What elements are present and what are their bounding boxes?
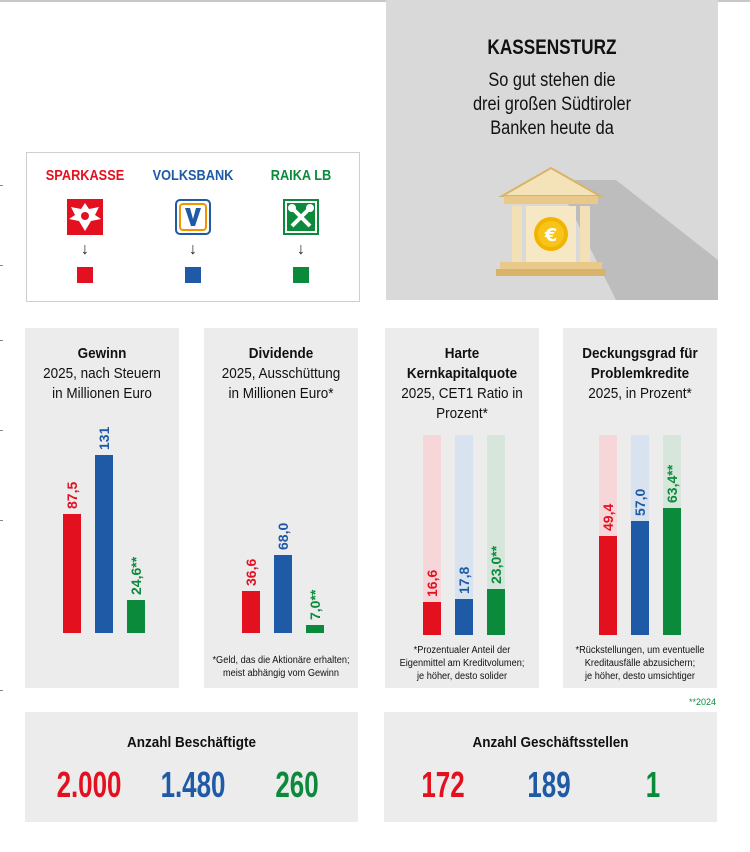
edge-tick: [0, 520, 3, 521]
chart-note: Eigenmittel am Kreditvolumen;: [399, 658, 525, 669]
chart-note: meist abhängig vom Gewinn: [222, 668, 340, 679]
legend-label-sparkasse: SPARKASSE: [45, 167, 125, 184]
chart-note: Kreditausfälle abzusichern;: [584, 658, 696, 669]
data-label-volksbank-deckungsgrad: 57,0: [632, 488, 648, 516]
stats-beschaeftigte: [25, 712, 358, 822]
hero-line-1: So gut stehen die: [488, 70, 616, 91]
data-label-sparkasse-gewinn: 87,5: [64, 482, 80, 510]
bar-volksbank-kernkapital: [455, 599, 473, 635]
chart-gewinn: [25, 328, 179, 688]
stat-value-volksbank: 189: [527, 764, 571, 805]
chart-title: Problemkredite: [590, 365, 690, 382]
bar-raika-kernkapital: [487, 589, 505, 635]
data-label-volksbank-kernkapital: 17,8: [456, 567, 472, 595]
data-label-raika-gewinn: 24,6**: [128, 556, 144, 595]
chart-note: je höher, desto solider: [416, 671, 508, 682]
stats-title: Anzahl Geschäftsstellen: [472, 734, 629, 751]
edge-tick: [0, 690, 3, 691]
legend-swatch-green: [293, 267, 309, 283]
bar-volksbank-dividende: [274, 555, 292, 633]
bank-euro-icon: [496, 166, 606, 278]
bar-sparkasse-deckungsgrad: [599, 536, 617, 635]
chart-subtitle: in Millionen Euro*: [228, 385, 334, 402]
hero-line-2: drei großen Südtiroler: [472, 94, 632, 115]
legend-label-volksbank: VOLKSBANK: [152, 167, 234, 184]
bar-volksbank-gewinn: [95, 455, 113, 633]
chart-subtitle: Prozent*: [436, 405, 488, 422]
bar-raika-dividende: [306, 625, 324, 633]
chart-deckungsgrad: [563, 328, 717, 688]
edge-tick: [0, 430, 3, 431]
chart-title: Kernkapitalquote: [406, 365, 518, 382]
crossed-keys-icon: [283, 199, 319, 235]
chart-note: *Prozentualer Anteil der: [413, 645, 511, 656]
bar-volksbank-deckungsgrad: [631, 521, 649, 635]
arrow-down-icon: ↓: [297, 241, 305, 258]
data-label-volksbank-dividende: 68,0: [275, 522, 291, 550]
chart-note: *Geld, das die Aktionäre erhalten;: [212, 655, 350, 666]
data-label-raika-kernkapital: 23,0**: [488, 545, 504, 584]
stat-value-raika: 260: [275, 764, 319, 805]
bar-raika-gewinn: [127, 600, 145, 633]
edge-tick: [0, 265, 3, 266]
edge-tick: [0, 185, 3, 186]
hero-line-3: Banken heute da: [490, 118, 614, 139]
legend-swatch-red: [77, 267, 93, 283]
arrow-down-icon: ↓: [189, 241, 197, 258]
chart-subtitle: 2025, nach Steuern: [43, 365, 161, 382]
arrow-down-icon: ↓: [81, 241, 89, 258]
footnote-2024: **2024: [688, 697, 716, 707]
chart-subtitle: in Millionen Euro: [52, 385, 152, 402]
chart-kernkapital: [385, 328, 539, 688]
chart-subtitle: 2025, in Prozent*: [588, 385, 692, 402]
stat-value-raika: 1: [645, 764, 661, 805]
chart-title: Deckungsgrad für: [582, 345, 698, 362]
bank-legend: [26, 152, 360, 302]
chart-title: Harte: [444, 345, 480, 362]
data-label-volksbank-gewinn: 131: [96, 426, 112, 451]
edge-tick: [0, 340, 3, 341]
legend-label-raika: RAIKA LB: [270, 167, 332, 184]
hero-title: KASSENSTURZ: [487, 36, 617, 59]
stats-geschaeftsstellen: [384, 712, 717, 822]
chart-subtitle: 2025, CET1 Ratio in: [401, 385, 523, 402]
chart-title: Dividende: [248, 345, 314, 362]
chart-note: *Rückstellungen, um eventuelle: [575, 645, 705, 656]
chart-title: Gewinn: [77, 345, 127, 362]
data-label-raika-dividende: 7,0**: [307, 589, 323, 620]
stats-title: Anzahl Beschäftigte: [126, 734, 257, 751]
v-logo-icon: [175, 199, 211, 235]
bar-sparkasse-gewinn: [63, 514, 81, 633]
chart-note: je höher, desto umsichtiger: [585, 671, 695, 682]
svg-text:€: €: [544, 225, 558, 246]
stat-value-sparkasse: 2.000: [56, 764, 122, 805]
stat-value-sparkasse: 172: [421, 764, 465, 805]
data-label-sparkasse-dividende: 36,6: [243, 558, 259, 586]
data-label-raika-deckungsgrad: 63,4**: [664, 465, 680, 504]
stat-value-volksbank: 1.480: [160, 764, 226, 805]
bar-sparkasse-kernkapital: [423, 602, 441, 635]
hero-panel: [386, 0, 718, 300]
data-label-sparkasse-kernkapital: 16,6: [424, 569, 440, 597]
bar-raika-deckungsgrad: [663, 508, 681, 635]
chart-subtitle: 2025, Ausschüttung: [221, 365, 341, 382]
legend-swatch-blue: [185, 267, 201, 283]
data-label-sparkasse-deckungsgrad: 49,4: [600, 503, 616, 532]
eagle-crest-icon: [67, 199, 103, 235]
chart-dividende: [204, 328, 358, 688]
bar-sparkasse-dividende: [242, 591, 260, 633]
